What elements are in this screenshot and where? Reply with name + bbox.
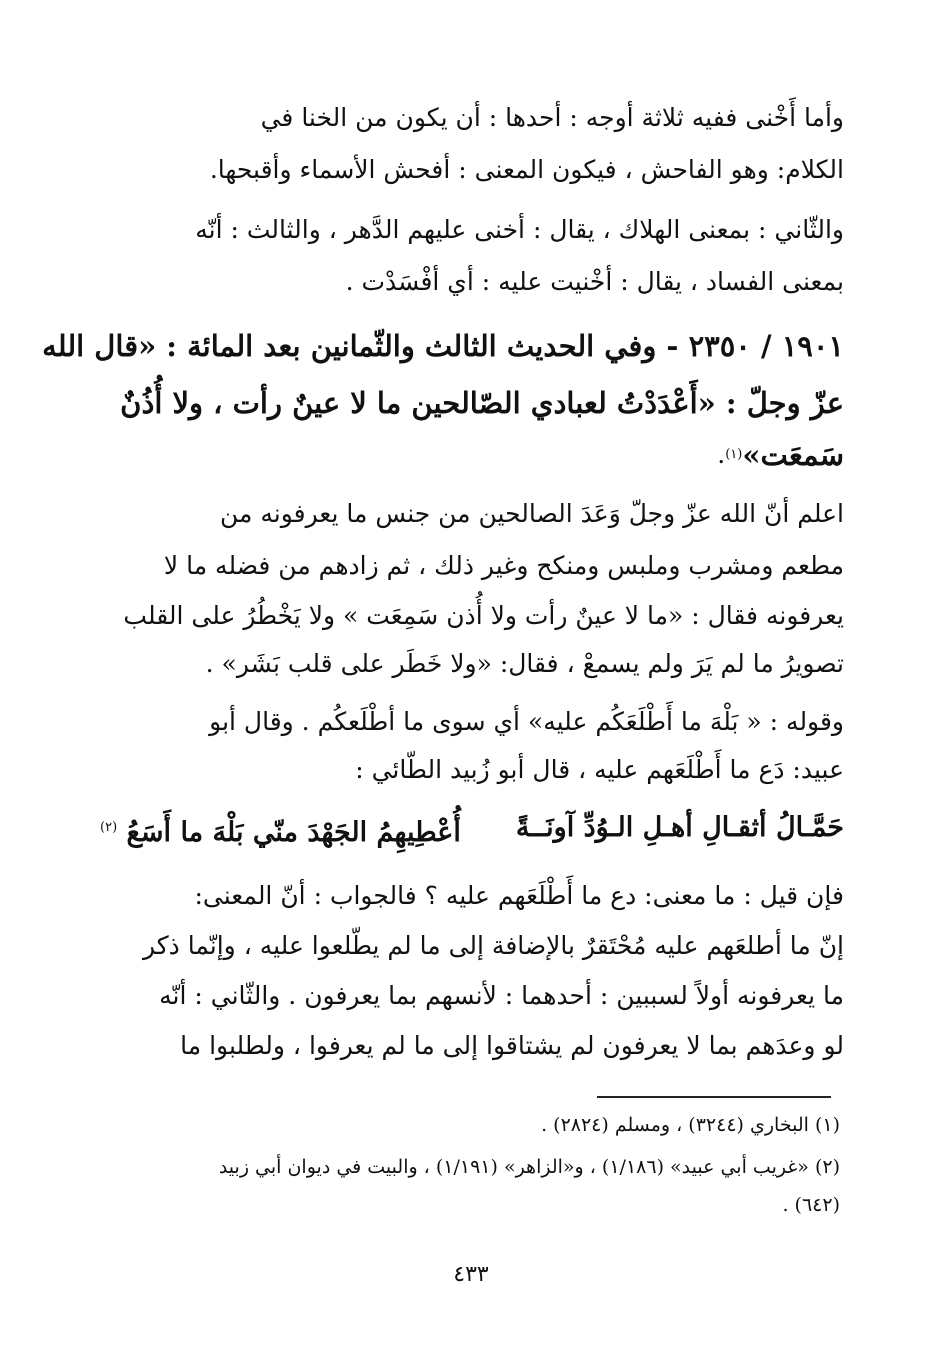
text-line bbox=[100, 876, 844, 916]
text-line bbox=[100, 210, 844, 250]
footnote-text: (٢) «غريب أبي عبيد» (١/١٨٦) ، و«الزاهر» (١/١٩١) ، والبيت في ديوان أبي زبيد bbox=[218, 1156, 840, 1178]
line-text: وقوله : « بَلْهَ ما أَطْلَعَكُم عليه» أي سوى ما أطْلَعكُم . وقال أبو bbox=[209, 707, 844, 736]
verse-second-hemistich: أُعْطِيهِمُ الجَهْدَ منّي بَلْهَ ما أَسَعُ bbox=[126, 817, 461, 848]
text-line bbox=[100, 546, 844, 586]
hadith-heading-line bbox=[42, 324, 844, 368]
text-line bbox=[100, 702, 844, 742]
line-text: والثّاني : بمعنى الهلاك ، يقال : أخنى عليهم الدَّهر ، والثالث : أنّه bbox=[195, 215, 844, 244]
line-text: بمعنى الفساد ، يقال : أخْنيت عليه : أي أفْسَدْت . bbox=[345, 267, 844, 296]
line-text: لو وعدَهم بما لا يعرفون لم يشتاقوا إلى ما لم يعرفوا ، ولطلبوا ما bbox=[180, 1031, 844, 1060]
text-line bbox=[100, 98, 844, 138]
text-line bbox=[100, 1026, 844, 1066]
poetry-verse bbox=[100, 806, 844, 850]
text-line bbox=[100, 644, 844, 684]
footnote-text: (١) البخاري (٣٢٤٤) ، ومسلم (٢٨٢٤) . bbox=[541, 1114, 840, 1136]
line-text: مطعم ومشرب وملبس ومنكح وغير ذلك ، ثم زادهم من فضله ما لا bbox=[163, 551, 844, 580]
text-line bbox=[100, 596, 844, 636]
line-text: يعرفونه فقال : «ما لا عينٌ رأت ولا أُذن سَمِعَت » ولا يَخْطُرُ على القلب bbox=[123, 601, 844, 630]
line-text: وأما أَخْنى ففيه ثلاثة أوجه : أحدها : أن يكون من الخنا في bbox=[260, 103, 844, 132]
hadith-heading-line bbox=[100, 432, 844, 478]
footnote-separator bbox=[597, 1096, 831, 1098]
verse-first-hemistich: حَمَّـالُ أثقـالِ أهـلِ الـوُدِّ آونَــةً bbox=[515, 812, 844, 843]
text-line bbox=[100, 262, 844, 302]
footnote bbox=[100, 1190, 840, 1220]
footnote bbox=[100, 1110, 840, 1140]
hadith-heading-text: ١٩٠١ / ٢٣٥٠ - وفي الحديث الثالث والثّمانين بعد المائة : «قال الله bbox=[42, 329, 844, 363]
text-line bbox=[100, 494, 844, 534]
line-text: عبيد: دَع ما أَطْلَعَهم عليه ، قال أبو زُبيد الطّائي : bbox=[355, 755, 844, 784]
line-text: اعلم أنّ الله عزّ وجلّ وَعَدَ الصالحين من جنس ما يعرفونه من bbox=[220, 499, 844, 528]
line-text: إنّ ما أطلعَهم عليه مُحْتَقرٌ بالإضافة إلى ما لم يطّلعوا عليه ، وإنّما ذكر bbox=[142, 931, 844, 960]
footnote-text: (٦٤٢) . bbox=[782, 1194, 840, 1216]
line-text: الكلام: وهو الفاحش ، فيكون المعنى : أفحش الأسماء وأقبحها. bbox=[209, 155, 844, 184]
text-line bbox=[100, 976, 844, 1016]
footnote-ref: (٢) bbox=[100, 820, 118, 835]
hadith-heading-text: سَمعَت» bbox=[742, 438, 844, 472]
hadith-heading-text: عزّ وجلّ : «أَعْدَدْتُ لعبادي الصّالحين ما لا عينٌ رأت ، ولا أُذُنٌ bbox=[120, 386, 844, 420]
hadith-heading-line bbox=[100, 380, 844, 426]
page-number: ٤٣٣ bbox=[453, 1262, 489, 1287]
verse-second-hemistich-wrap bbox=[100, 806, 461, 850]
text-line bbox=[100, 926, 844, 966]
footnote-ref: (١) bbox=[725, 447, 743, 462]
line-text: ما يعرفونه أولاً لسببين : أحدهما : لأنسهم بما يعرفون . والثّاني : أنّه bbox=[159, 981, 844, 1010]
footnote bbox=[100, 1152, 840, 1182]
line-text: فإن قيل : ما معنى: دع ما أَطْلَعَهم عليه ؟ فالجواب : أنّ المعنى: bbox=[194, 881, 844, 910]
hadith-heading-end: . bbox=[717, 440, 726, 469]
text-line bbox=[100, 150, 844, 190]
text-line bbox=[100, 750, 844, 790]
line-text: تصويرُ ما لم يَرَ ولم يسمعْ ، فقال: «ولا خَطَر على قلب بَشَر» . bbox=[205, 649, 844, 678]
